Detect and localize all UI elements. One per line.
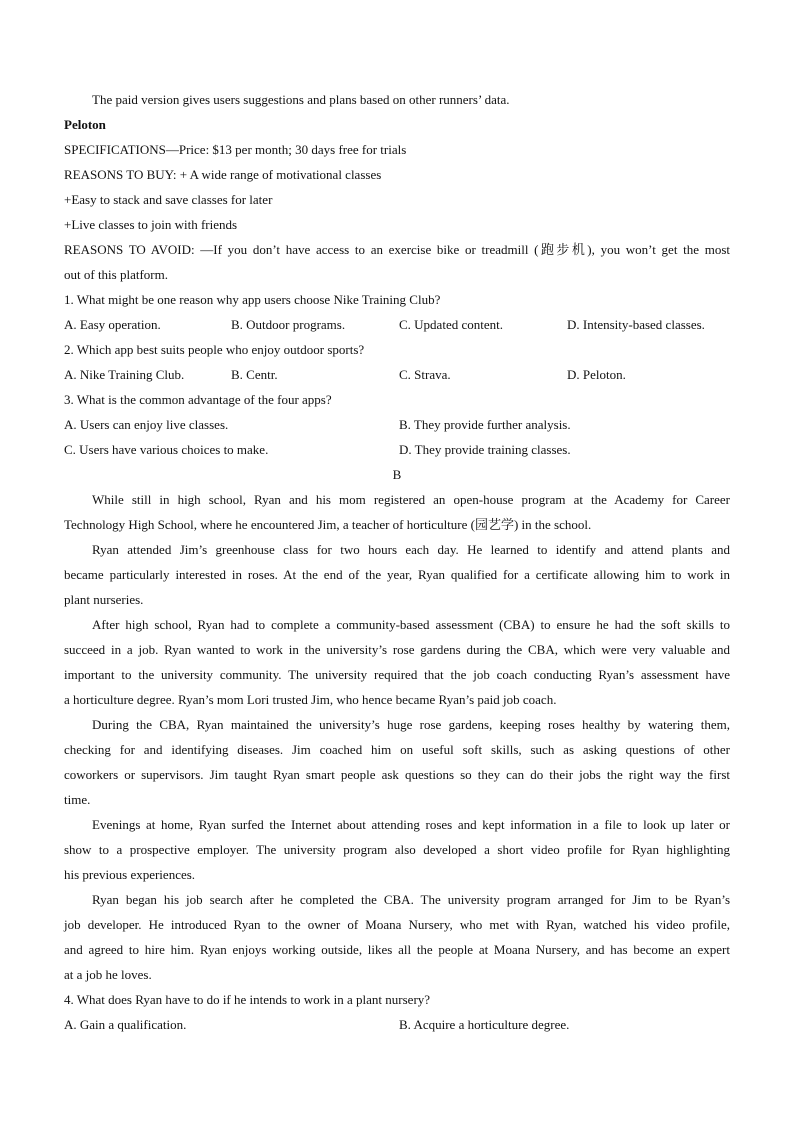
passage-line: important to the university community. The university required that the job coach conducting Ryan’s assessment have [64, 667, 730, 682]
option-2b: B. Centr. [231, 367, 278, 382]
option-2a: A. Nike Training Club. [64, 367, 185, 382]
passage-line: Technology High School, where he encountered Jim, a teacher of horticulture (园艺学) in the school. [64, 517, 592, 532]
text-line: REASONS TO BUY: + A wide range of motivational classes [64, 167, 382, 182]
passage-line: Evenings at home, Ryan surfed the Internet about attending roses and kept information in a file to look up later or [92, 817, 730, 832]
text-line: SPECIFICATIONS—Price: $13 per month; 30 days free for trials [64, 142, 407, 157]
text-line: +Live classes to join with friends [64, 217, 238, 232]
passage-line: While still in high school, Ryan and his mom registered an open-house program at the Academy for Career [92, 492, 730, 507]
passage-line: became particularly interested in roses. At the end of the year, Ryan qualified for a certificate allowing him to work in [64, 567, 730, 582]
question-2: 2. Which app best suits people who enjoy outdoor sports? [64, 342, 365, 357]
passage-line: and agreed to hire him. Ryan enjoys working outside, likes all the people at Moana Nursery, and has become an expert [64, 942, 730, 957]
passage-line: show to a prospective employer. The university program also developed a short video profile for Ryan highlighting [64, 842, 730, 857]
question-3: 3. What is the common advantage of the four apps? [64, 392, 332, 407]
passage-line: at a job he loves. [64, 967, 152, 982]
text-line: out of this platform. [64, 267, 168, 282]
passage-line: succeed in a job. Ryan wanted to work in the university’s rose gardens during the CBA, which were very valuable and [64, 642, 730, 657]
text-line: REASONS TO AVOID: —If you don’t have access to an exercise bike or treadmill (跑步机), you won’t get the most [64, 242, 730, 257]
passage-line: Ryan began his job search after he completed the CBA. The university program arranged for Jim to be Ryan’s [92, 892, 730, 907]
passage-line: Ryan attended Jim’s greenhouse class for two hours each day. He learned to identify and attend plants and [92, 542, 730, 557]
passage-line: coworkers or supervisors. Jim taught Ryan smart people ask questions so they can do their jobs the right way the first [64, 767, 730, 782]
option-3a: A. Users can enjoy live classes. [64, 417, 229, 432]
option-4b: B. Acquire a horticulture degree. [399, 1017, 570, 1032]
text-line: The paid version gives users suggestions and plans based on other runners’ data. [92, 92, 510, 107]
passage-line: plant nurseries. [64, 592, 144, 607]
option-1c: C. Updated content. [399, 317, 503, 332]
section-heading-b: B [392, 467, 402, 482]
passage-line: checking for and identifying diseases. Jim coached him on useful soft skills, such as asking questions of other [64, 742, 730, 757]
option-1a: A. Easy operation. [64, 317, 161, 332]
passage-line: job developer. He introduced Ryan to the owner of Moana Nursery, who met with Ryan, watched his video profile, [64, 917, 730, 932]
passage-line: time. [64, 792, 91, 807]
option-4a: A. Gain a qualification. [64, 1017, 187, 1032]
option-3c: C. Users have various choices to make. [64, 442, 269, 457]
question-4: 4. What does Ryan have to do if he intends to work in a plant nursery? [64, 992, 431, 1007]
passage-line: After high school, Ryan had to complete a community-based assessment (CBA) to ensure he had the soft skills to [92, 617, 730, 632]
passage-line: a horticulture degree. Ryan’s mom Lori trusted Jim, who hence became Ryan’s paid job coach. [64, 692, 557, 707]
option-2c: C. Strava. [399, 367, 451, 382]
text-line: +Easy to stack and save classes for later [64, 192, 273, 207]
passage-line: his previous experiences. [64, 867, 196, 882]
option-1b: B. Outdoor programs. [231, 317, 346, 332]
option-3b: B. They provide further analysis. [399, 417, 571, 432]
option-3d: D. They provide training classes. [399, 442, 571, 457]
option-2d: D. Peloton. [567, 367, 626, 382]
heading-peloton: Peloton [64, 117, 106, 132]
question-1: 1. What might be one reason why app users choose Nike Training Club? [64, 292, 441, 307]
option-1d: D. Intensity-based classes. [567, 317, 705, 332]
passage-line: During the CBA, Ryan maintained the university’s huge rose gardens, keeping roses healthy by watering them, [92, 717, 730, 732]
